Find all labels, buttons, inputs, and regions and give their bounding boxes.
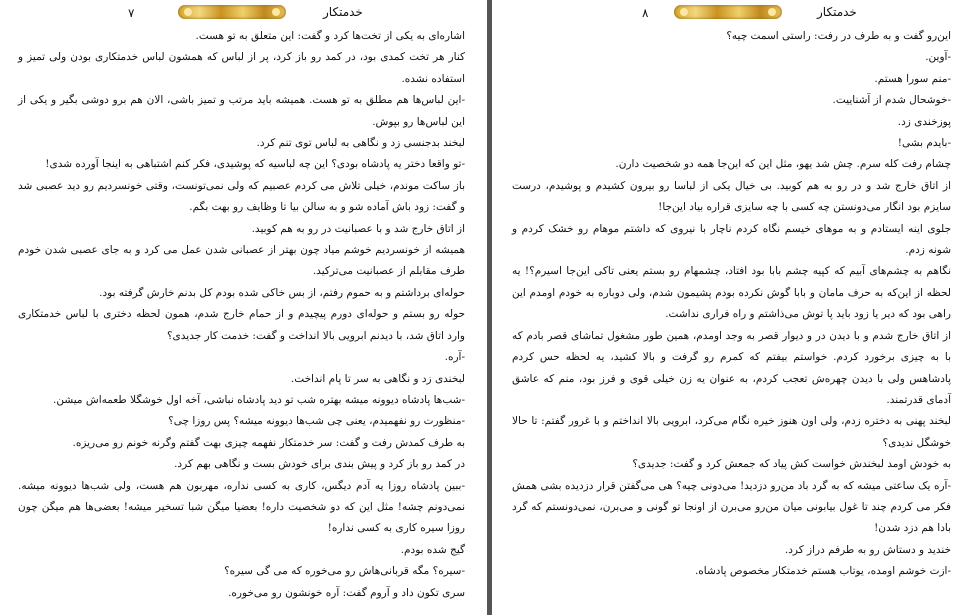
right-page [492, 0, 977, 615]
paragraph: -این لباس‌ها هم مطلق به تو هست. همیشه باید مرتب و تمیز باشی، الان هم برو دوشی بگیر و یکی از این لباس‌ها رو بپوش. [18, 94, 465, 128]
ornament-header [178, 5, 286, 19]
paragraph: در کمد رو باز کرد و پیش بندی برای خودش بست و نگاهی بهم کرد. [174, 458, 465, 471]
paragraph: حوله‌ای برداشتم و به حموم رفتم، از بس خاکی شده بودم کل بدنم خارش گرفته بود. [99, 286, 465, 299]
paragraph: همیشه از خونسردیم خوشم میاد چون بهتر از عصبانی شدن عمل می کرد و به جای عصبی شدن خودم طرف مقابلم از عصبانیت می‌ترکید. [18, 244, 465, 278]
paragraph: لبخند بدجنسی زد و نگاهی به لباس توی تنم کرد. [256, 137, 465, 150]
paragraph: -تو واقعا دختر یه پادشاه بودی؟ این چه لباسیه که پوشیدی، فکر کنم اشتباهی به اینجا آورده شدی! [45, 158, 465, 171]
page-body [512, 26, 951, 583]
paragraph: -سیره؟ مگه قربانی‌هاش رو می‌خوره که می گی سیره؟ [224, 565, 465, 578]
paragraph: سری تکون داد و آروم گفت: آره خونشون رو می‌خوره. [228, 586, 465, 599]
paragraph: نگاهم به چشم‌های آبیم که کپیه چشم بابا بود افتاد، چشمهام رو بستم یعنی تاکی این‌جا اسیرم؟! یه لحظه از این‌که به حرف مامان و بابا گوش نکرده بودم پشیمون شدم، ولی دوباره به خودم اومدم این راهی بود که دیر یا زود باید پا توش می‌ذاشتم و راه فراری نداشت. [512, 265, 951, 321]
paragraph: -ببین پادشاه روزا یه آدم دیگس، کاری به کسی نداره، مهربون هم هست، ولی شب‌ها دیوونه میشه. نمی‌دونم چشه! مثل این که دو شخصیت داره! بعضیا میگن شبا تسخیر میشه! بعضی‌ها هم میگن چون روزا سیره کاری به کسی نداره! [18, 479, 465, 535]
paragraph: از اتاق خارج شد و با عصبانیت در رو به هم کوبید. [251, 222, 465, 235]
paragraph: -آره. [444, 351, 465, 364]
paragraph: -منم سورا هستم. [874, 72, 951, 85]
paragraph: -بایدم بشی! [897, 137, 951, 150]
paragraph: گیج شده بودم. [400, 543, 465, 556]
paragraph: لبخند پهنی به دختره زدم، ولی اون هنوز خیره نگام می‌کرد، ابرویی بالا انداختم و با غرور گفتم: تا حالا خوشگل ندیدی؟ [512, 415, 951, 449]
page-header [18, 0, 465, 26]
paragraph: -شب‌ها پادشاه دیوونه میشه بهتره شب تو دید پادشاه نباشی، آخه اول خوشگلا طعمه‌اش میشن. [53, 393, 465, 406]
paragraph: -ازت خوشم اومده، یوتاب هستم خدمتکار مخصوص پادشاه. [694, 565, 951, 578]
paragraph: از اتاق خارج شدم و با دیدن در و دیوار قصر به وجد اومدم، همین طور مشغول تماشای قصر بادم که با به چیزی برخورد کردم. خواستم بیفتم که کمرم رو گرفت و بالا کشید، یه لحظه حس کردم پادشاهس ولی با دیدن چهره‌ش تعجب کردم، به عنوان یه زن خیلی قوی و فرز بود، منم که عاشق آدمای قدرتمند. [512, 329, 951, 406]
paragraph: از اتاق خارج شد و در رو به هم کوبید. بی خیال یکی از لباسا رو بیرون کشیدم و پوشیدم، درست سایزم بود انگار می‌دونستن چه کسی با چه سایزی قراره بیاد این‌جا! [512, 179, 951, 214]
paragraph: -آوین. [925, 51, 951, 64]
running-title: خدمتکار [817, 5, 857, 19]
paragraph: کنار هر تخت کمدی بود، در کمد رو باز کرد، پر از لباس که همشون لباس خدمتکاری بودن ولی تمیز و استفاده نشده. [18, 51, 465, 85]
left-page [0, 0, 487, 615]
paragraph: -آره یک ساعتی میشه که به گرد باد من‌رو دزدید! می‌دونی چیه؟ هی می‌گفتن قرار دزدیده بشی همش فکر می کردم چند تا غول بیابونی میان من‌رو می‌برن از اونجا تو گونی و می‌برن، نمی‌دونستم که گرد بادا هم دزد شدن! [512, 479, 951, 535]
paragraph: خندید و دستاش رو به طرفم دراز کرد. [784, 543, 951, 556]
paragraph: اشاره‌ای به یکی از تخت‌ها کرد و گفت: این متعلق به تو هست. [195, 30, 465, 42]
paragraph: چشام رفت کله سرم. چش شد یهو، مثل این که این‌جا همه دو شخصیت دارن. [615, 158, 951, 171]
page-number: ۸ [642, 6, 649, 20]
page-header [512, 0, 951, 26]
page-number: ۷ [128, 6, 135, 20]
running-title: خدمتکار [323, 5, 363, 19]
ornament-header [674, 5, 782, 19]
paragraph: -منظورت رو نفهمیدم، یعنی چی شب‌ها دیوونه میشه؟ پس روزا چی؟ [168, 415, 465, 428]
paragraph: جلوی اینه ایستادم و به موهای خیسم نگاه کردم ناچار با نیروی که داشتم موهام رو خشک کردم و شونه زدم. [512, 222, 951, 257]
paragraph: به خودش اومد لبخندش خواست کش پیاد که جمعش کرد و گفت: جدیدی؟ [632, 458, 951, 471]
page-body [18, 26, 465, 604]
paragraph: پوزخندی زد. [897, 115, 951, 128]
paragraph: -خوشحال شدم از آشناییت. [832, 94, 951, 107]
paragraph: حوله رو بستم و حوله‌ای دورم پیچیدم و از حمام خارج شدم، همون لحظه دختری با لباس خدمتکاری وارد اتاق شد، با دیدنم ابرویی بالا انداخت و گفت: خدمت کار جدیدی؟ [18, 308, 465, 342]
paragraph: به طرف کمدش رفت و گفت: سر خدمتکار نفهمه چیزی بهت گفتم وگرنه خونم رو می‌ریزه. [72, 436, 465, 449]
paragraph: باز ساکت موندم، خیلی تلاش می کردم عصبیم که ولی نمی‌تونست، وقتی خونسردیم رو دید عصبی شد و گفت: زود باش آماده شو و به سالن بیا تا وظایف رو بهت بگم. [18, 179, 465, 214]
paragraph: این‌رو گفت و به طرف در رفت: راستی اسمت چیه؟ [726, 30, 951, 42]
paragraph: لبخندی زد و نگاهی به سر تا پام انداخت. [290, 372, 465, 385]
